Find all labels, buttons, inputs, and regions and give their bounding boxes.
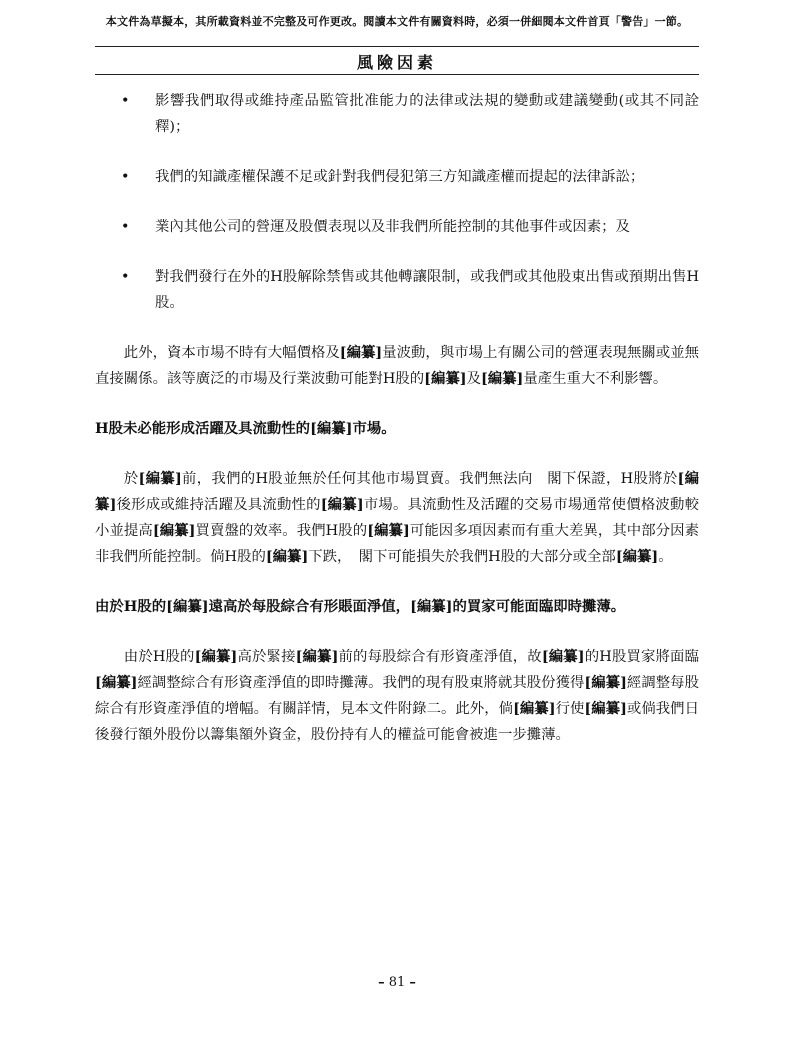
redacted-marker: [編纂] bbox=[584, 674, 627, 691]
redacted-marker: [編纂] bbox=[615, 548, 659, 565]
redacted-marker: [編纂] bbox=[541, 648, 585, 665]
header-rule-bottom bbox=[95, 74, 699, 75]
redacted-marker: [編纂] bbox=[424, 370, 467, 387]
header-rule-top bbox=[95, 46, 699, 47]
redacted-marker: [編纂] bbox=[95, 674, 138, 691]
document-body bbox=[95, 88, 699, 772]
bullet-icon: • bbox=[121, 269, 130, 285]
page-number-dash: – bbox=[378, 975, 385, 990]
redacted-marker: [編纂] bbox=[310, 420, 353, 437]
liquidity-risk-paragraph: 於[編纂]前，我們的H股並無於任何其他市場買賣。我們無法向 閣下保證，H股將於[編纂]後形成或維持活躍及具流動性的[編纂]市場。具流動性及活躍的交易市場通常使價格波動較小並提高[編纂]買賣盤的效率。我們H股的[編纂]可能因多項因素而有重大差異，其中部分因素非我們所能控制。倘H股的[編纂]下跌， 閣下可能損失於我們H股的大部分或全部[編纂]。 bbox=[95, 470, 699, 565]
bullet-text: 影響我們取得或維持產品監管批准能力的法律或法規的變動或建議變動(或其不同詮釋)； bbox=[155, 93, 699, 135]
page-number-dash: – bbox=[409, 975, 416, 990]
bullet-text: 業內其他公司的營運及股價表現以及非我們所能控制的其他事件或因素；及 bbox=[155, 219, 630, 235]
redacted-marker: [編纂] bbox=[152, 522, 196, 539]
redacted-marker: [編纂] bbox=[320, 496, 364, 513]
redacted-marker: [編纂] bbox=[367, 522, 410, 539]
liquidity-risk-heading: H股未必能形成活躍及具流動性的[編纂]市場。 bbox=[95, 420, 396, 437]
bullet-icon: • bbox=[121, 169, 130, 185]
bullet-item bbox=[95, 88, 699, 140]
dilution-risk-paragraph: 由於H股的[編纂]高於緊接[編纂]前的每股綜合有形資產淨值，故[編纂]的H股買家將面臨[編纂]經調整綜合有形資產淨值的即時攤薄。我們的現有股東將就其股份獲得[編纂]經調整每股綜合有形資產淨值的增幅。有關詳情，見本文件附錄二。此外，倘[編纂]行使[編纂]或倘我們日後發行額外股份以籌集額外資金，股份持有人的權益可能會被進一步攤薄。 bbox=[95, 648, 699, 743]
redacted-marker: [編纂] bbox=[95, 470, 699, 513]
bullet-icon: • bbox=[121, 219, 130, 235]
redacted-marker: [編纂] bbox=[339, 344, 383, 361]
redacted-marker: [編纂] bbox=[295, 648, 339, 665]
dilution-risk-heading: 由於H股的[編纂]遠高於每股綜合有形賬面淨值，[編纂]的買家可能面臨即時攤薄。 bbox=[95, 598, 626, 615]
redacted-marker: [編纂] bbox=[410, 598, 453, 615]
redacted-marker: [編纂] bbox=[166, 598, 209, 615]
page-number bbox=[95, 975, 699, 990]
bullet-text: 我們的知識產權保護不足或針對我們侵犯第三方知識產權而提起的法律訴訟； bbox=[155, 169, 645, 185]
redacted-marker: [編纂] bbox=[480, 370, 524, 387]
bullet-item bbox=[95, 164, 699, 190]
bullet-item bbox=[95, 264, 699, 316]
risk-bullet-list bbox=[95, 88, 699, 316]
redacted-marker: [編纂] bbox=[265, 548, 309, 565]
page-number-value: 81 bbox=[388, 975, 406, 990]
redacted-marker: [編纂] bbox=[138, 470, 182, 487]
section-title: 風險因素 bbox=[356, 53, 437, 72]
redacted-marker: [編纂] bbox=[584, 700, 627, 717]
bullet-icon: • bbox=[121, 93, 130, 109]
redacted-marker: [編纂] bbox=[194, 648, 238, 665]
bullet-text: 對我們發行在外的H股解除禁售或其他轉讓限制，或我們或其他股東出售或預期出售H股。 bbox=[155, 269, 699, 311]
bullet-item bbox=[95, 214, 699, 240]
draft-disclaimer: 本文件為草擬本，其所載資料並不完整及可作更改。閱讀本文件有關資料時，必須一併細閱本文件首頁「警告」一節。 bbox=[105, 15, 689, 28]
redacted-marker: [編纂] bbox=[513, 700, 556, 717]
market-volatility-paragraph: 此外，資本市場不時有大幅價格及[編纂]量波動，與市場上有關公司的營運表現無關或並無直接關係。該等廣泛的市場及行業波動可能對H股的[編纂]及[編纂]量產生重大不利影響。 bbox=[95, 344, 699, 387]
